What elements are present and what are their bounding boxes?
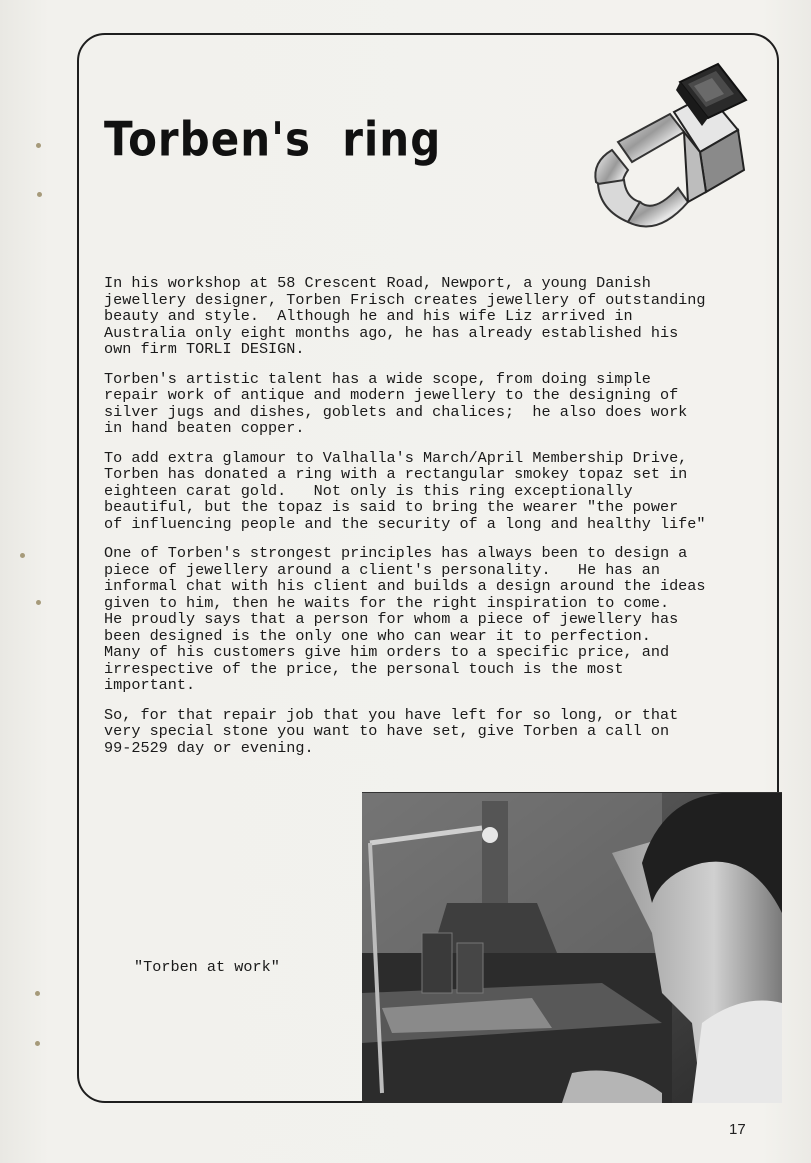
binding-hole	[36, 600, 41, 605]
article-paragraph: One of Torben's strongest principles has always been to design a piece of jewellery around a client's personality. He has an informal chat with his client and builds a design around the ideas given to him, then he waits for the right inspiration to come. He proudly says that a person for whom a piece of jewellery has been designed is the only one who can wear it to perfection. Many of his customers give him orders to a specific price, and irrespective of the price, the personal touch is the most important.	[104, 544, 706, 694]
binding-hole	[20, 553, 25, 558]
binding-hole	[35, 1041, 40, 1046]
article-body	[104, 275, 770, 769]
article-paragraph: To add extra glamour to Valhalla's March/April Membership Drive, Torben has donated a ring with a rectangular smokey topaz set in eighteen carat gold. Not only is this ring exceptionally beautiful, but the topaz is said to bring the wearer "the power of influencing people and the security of a long and healthy life"	[104, 448, 706, 533]
photo-caption: "Torben at work"	[134, 958, 280, 976]
page-number: 17	[729, 1121, 746, 1138]
article-paragraph: So, for that repair job that you have left for so long, or that very special stone you want to have set, give Torben a call on 99-2529 day or evening.	[104, 705, 679, 757]
article-title: Torben's ring	[104, 112, 442, 167]
workshop-photo	[362, 792, 782, 1103]
binding-hole	[36, 143, 41, 148]
binding-hole	[35, 991, 40, 996]
binding-hole	[37, 192, 42, 197]
article-paragraph: Torben's artistic talent has a wide scope, from doing simple repair work of antique and modern jewellery to the designing of silver jugs and dishes, goblets and chalices; he also does work in hand beaten copper.	[104, 369, 688, 437]
ring-illustration	[588, 52, 753, 244]
article-paragraph: In his workshop at 58 Crescent Road, Newport, a young Danish jewellery designer, Torben Frisch creates jewellery of outstanding beauty and style. Although he and his wife Liz arrived in Australia only eight months ago, he has already established his own firm TORLI DESIGN.	[104, 274, 706, 358]
